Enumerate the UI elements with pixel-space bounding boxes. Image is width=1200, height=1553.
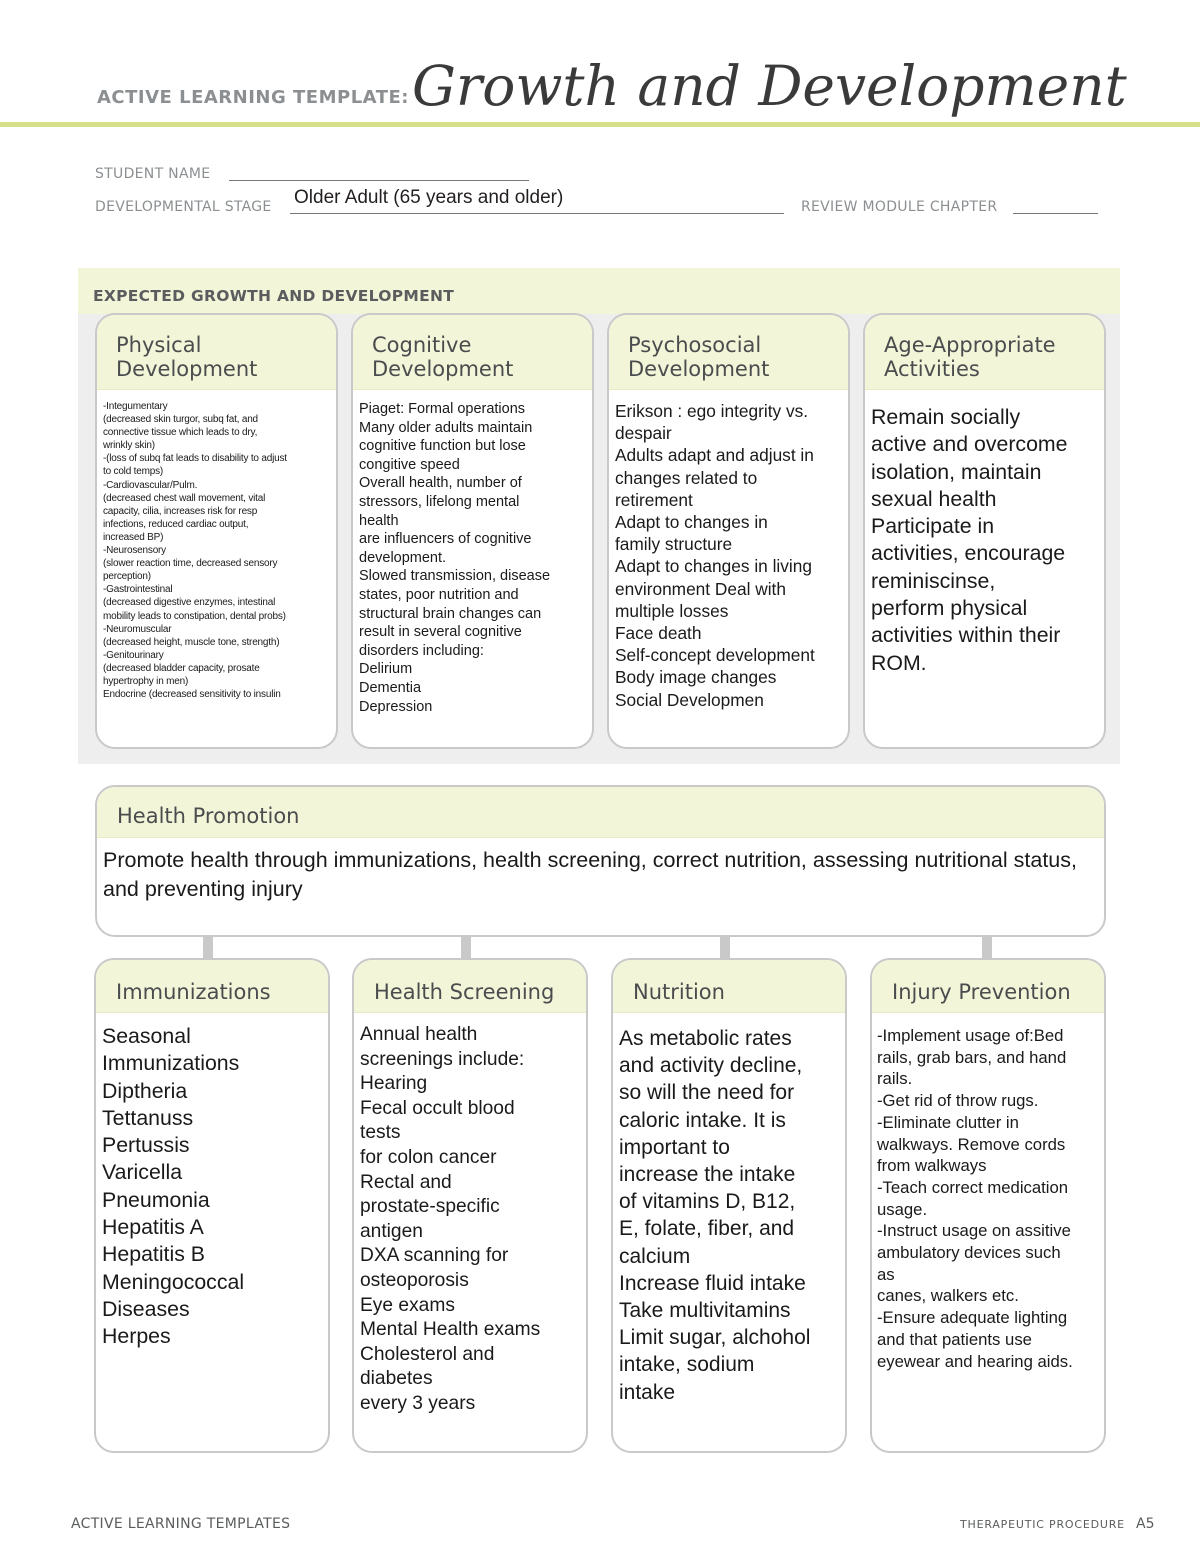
injury-prevention-heading: Injury Prevention — [872, 960, 1104, 1013]
nutrition-box — [611, 958, 847, 1453]
immunizations-heading: Immunizations — [96, 960, 328, 1013]
health-screening-heading: Health Screening — [354, 960, 586, 1013]
health-screening-text[interactable]: Annual health screenings include: Hearing Fecal occult blood tests for colon cancer Rectal and prostate-specific antigen DXA scanning for osteoporosis Eye exams Mental Health exams Cholesterol and diabetes every 3 years — [360, 1024, 541, 1414]
immunizations-text[interactable]: Seasonal Immunizations Diptheria Tettanuss Pertussis Varicella Pneumonia Hepatitis A Hepatitis B Meningococcal Diseases Herpes — [102, 1024, 245, 1349]
cognitive-development-box — [351, 313, 594, 749]
footer-right: THERAPEUTIC PROCEDURE — [960, 1518, 1125, 1531]
page-number: A5 — [1136, 1516, 1155, 1532]
health-screening-box — [352, 958, 588, 1453]
review-module-label: REVIEW MODULE CHAPTER — [801, 199, 998, 215]
injury-prevention-box — [870, 958, 1106, 1453]
psychosocial-development-text[interactable]: Erikson : ego integrity vs. despair Adults adapt and adjust in changes related to retirement Adapt to changes in family structure Adapt to changes in living environment Deal with multiple losses Face death Self-concept development Body image changes Social Developmen — [615, 401, 815, 710]
age-appropriate-activities-heading: Age-Appropriate Activities — [865, 315, 1104, 390]
student-name-label: STUDENT NAME — [95, 166, 211, 182]
health-promotion-text[interactable]: Promote health through immunizations, health screening, correct nutrition, assessing nutritional status, and preventing injury — [103, 848, 1077, 901]
student-name-field[interactable] — [229, 167, 529, 181]
header-rule — [0, 122, 1200, 127]
template-label: ACTIVE LEARNING TEMPLATE: — [97, 87, 409, 108]
expected-growth-title: EXPECTED GROWTH AND DEVELOPMENT — [93, 287, 455, 305]
age-appropriate-activities-text[interactable]: Remain socially active and overcome isolation, maintain sexual health Participate in activities, encourage reminiscinse, perform physical activities within their ROM. — [871, 405, 1068, 675]
health-promotion-heading: Health Promotion — [97, 787, 1104, 838]
psychosocial-development-box — [607, 313, 850, 749]
physical-development-heading: Physical Development — [97, 315, 336, 390]
review-module-field[interactable] — [1013, 200, 1098, 214]
psychosocial-development-heading: Psychosocial Development — [609, 315, 848, 390]
developmental-stage-label: DEVELOPMENTAL STAGE — [95, 199, 272, 215]
nutrition-text[interactable]: As metabolic rates and activity decline, so will the need for caloric intake. It is important to increase the intake of vitamins D, B12, E, folate, fiber, and calcium Increase fluid intake Take multivitamins Limit sugar, alchohol intake, sodium intake — [619, 1027, 811, 1404]
health-promotion-box — [95, 785, 1106, 937]
age-appropriate-activities-box — [863, 313, 1106, 749]
nutrition-heading: Nutrition — [613, 960, 845, 1013]
physical-development-text[interactable]: -Integumentary (decreased skin turgor, subq fat, and connective tissue which leads to dry, wrinkly skin) -(loss of subq fat leads to disability to adjust to cold temps) -Cardiovascular/Pulm. (decreased chest wall movement, vital capacity, cilia, increases risk for resp infections, reduced cardiac output, increased BP) -Neurosensory (slower reaction time, decreased sensory perception) -Gastrointestinal (decreased digestive enzymes, intestinal mobility leads to constipation, dental probs) -Neuromuscular (decreased height, muscle tone, strength) -Genitourinary (decreased bladder capacity, prosate hypertrophy in men) Endocrine (decreased sensitivity to insulin — [103, 401, 287, 701]
cognitive-development-text[interactable]: Piaget: Formal operations Many older adults maintain cognitive function but lose congitive speed Overall health, number of stressors, lifelong mental health are influencers of cognitive development. Slowed transmission, disease states, poor nutrition and structural brain changes can result in several cognitive disorders including: Delirium Dementia Depression — [359, 401, 551, 715]
immunizations-box — [94, 958, 330, 1453]
page-title: Growth and Development — [412, 54, 1127, 118]
developmental-stage-field[interactable] — [290, 187, 784, 214]
cognitive-development-heading: Cognitive Development — [353, 315, 592, 390]
footer-left: ACTIVE LEARNING TEMPLATES — [71, 1516, 291, 1532]
developmental-stage-value: Older Adult (65 years and older) — [294, 187, 564, 208]
physical-development-box — [95, 313, 338, 749]
injury-prevention-text[interactable]: -Implement usage of:Bed rails, grab bars, and hand rails. -Get rid of throw rugs. -Eliminate clutter in walkways. Remove cords from walkways -Teach correct medication usage. -Instruct usage on assitive ambulatory devices such as canes, walkers etc. -Ensure adequate lighting and that patients use eyewear and hearing aids. — [877, 1026, 1073, 1371]
